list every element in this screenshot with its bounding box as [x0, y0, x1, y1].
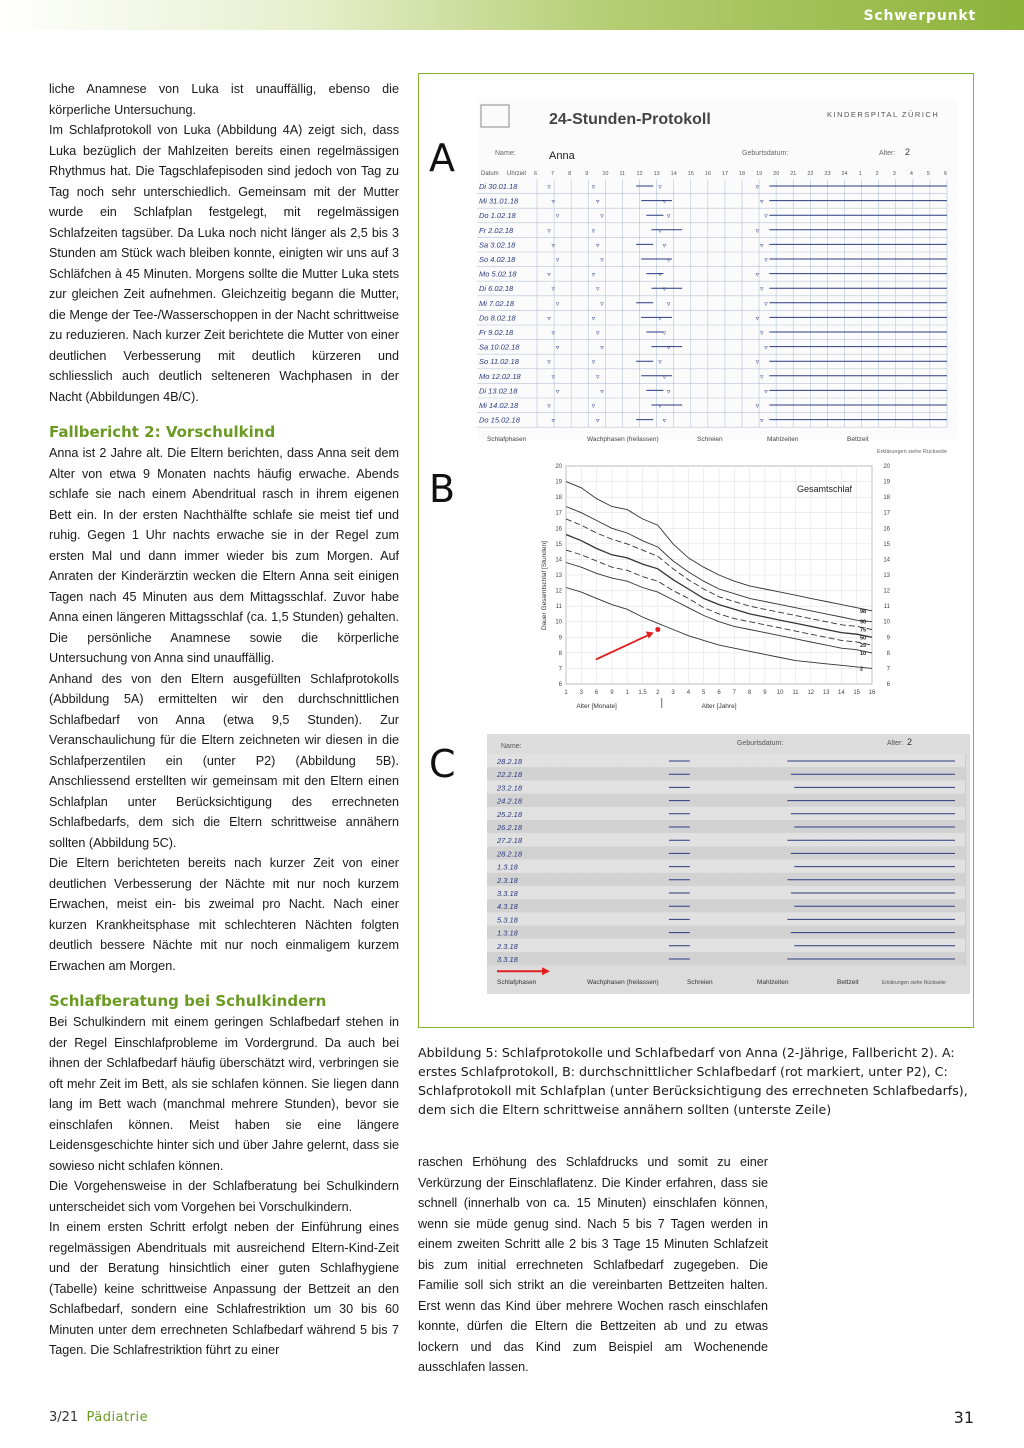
date-label: 3.3.18 — [497, 955, 518, 964]
y-tick-label: 14 — [555, 557, 562, 564]
x-tick-label: 15 — [853, 690, 861, 696]
meal-icon: ▿ — [764, 257, 768, 264]
date-label: Di 6.02.18 — [479, 284, 514, 294]
date-label: Mi 7.02.18 — [479, 298, 515, 308]
x-tick-label: 11 — [792, 690, 799, 696]
meal-icon: ▿ — [591, 315, 596, 323]
date-label: 27.2.18 — [497, 836, 523, 846]
date-label: Mi 31.01.18 — [479, 196, 519, 206]
meal-icon: ▿ — [759, 417, 764, 425]
x-tick-label: 14 — [838, 690, 845, 696]
date-label: 1.3.18 — [497, 928, 518, 938]
legend-item: Schreien — [687, 979, 713, 986]
meal-icon: ▿ — [755, 227, 760, 235]
y-tick-label: 18 — [555, 495, 562, 502]
percentile-label: 25 — [860, 643, 867, 650]
percentile-label: 10 — [860, 650, 867, 657]
panel-letter-c: C — [429, 742, 456, 786]
meal-icon: ▿ — [547, 315, 551, 323]
meal-icon: ▿ — [755, 359, 760, 367]
legend-item: Mahlzeiten — [757, 979, 789, 986]
y-tick-label-right: 7 — [886, 666, 890, 673]
meal-icon: ▿ — [759, 242, 764, 250]
panel-letter-b: B — [429, 467, 456, 511]
date-label: Di 13.02.18 — [479, 386, 518, 396]
sleep-percentile-chart — [534, 454, 904, 724]
meal-icon: ▿ — [658, 227, 662, 235]
paragraph: Im Schlafprotokoll von Luka (Abbildung 4A) zeigt sich, dass Luka bezüglich der Mahlzeiten bereits einen regelmässigen Rhythmus hat. Die Tagschlafepisoden sind jedoch von Tag zu Tag noch sehr unterschiedlich. Gemeinsam mit der Mutter wurde ein Schlafplan festgelegt, mit regelmässigen Schlafzeiten tagsüber. Da Luka noch nicht länger als 2,5 bis 3 Stunden am Stück wach bleiben konnte, einigten wir uns auf 3 Schläfchen à 45 Minuten. Morgens sollte die Mutter Luka stets zur gleichen Zeit aufnehmen. Gleichzeitig begann die Mutter, die Menge der Tee-/Wasserschoppen in der Nacht schrittweise zu reduzieren. Nach kurzer Zeit berichtete die Mutter von einer deutlichen Verbesserung mit deutlich kürzeren und schliesslich auch deutlich selteneren Wachphasen in der Nacht (Abbildungen 4B/C). — [49, 123, 399, 404]
meal-icon: ▿ — [555, 344, 560, 352]
hour-label: 10 — [602, 171, 609, 177]
hour-label: 4 — [909, 171, 913, 177]
meal-icon: ▿ — [759, 198, 764, 206]
date-label: So 11.02.18 — [479, 357, 519, 367]
legend-note: Erklärungen siehe Rückseite — [882, 980, 946, 986]
y-tick-label-right: 6 — [886, 682, 890, 688]
meal-icon: ▿ — [666, 388, 671, 396]
hour-label: 21 — [790, 171, 797, 177]
paragraph: raschen Erhöhung des Schlafdrucks und somit zu einer Verkürzung der Einschlaflatenz. Die Kinder erfahren, dass sie schnell (innerhalb von ca. 15 Minuten) einschlafen können, wenn sie müde genug sind. Nach 5 bis 7 Tagen werden in einem zweiten Schritt alle 2 bis 3 Tage 15 Minuten Schlafzeit bis zum initial errechneten Schlafbedarf zugegeben. Die Familie soll sich strikt an die vereinbarten Bettzeiten halten. Erst wenn das Kind über mehrere Wochen rasch einschlafen konnte, dürfen die Eltern die Bettzeiten ab und zu etwas lockern und das Kind zum Beispiel am Wochenende ausschlafen lassen. — [418, 1155, 768, 1374]
hour-label: 6 — [944, 171, 948, 177]
meal-icon: ▿ — [662, 286, 667, 294]
meal-icon: ▿ — [591, 227, 596, 235]
meal-icon: ▿ — [551, 373, 556, 381]
y-tick-label: 17 — [555, 510, 562, 517]
hour-label: 8 — [568, 171, 572, 177]
y-tick-label-right: 20 — [883, 464, 890, 470]
x-tick-label: 9 — [610, 690, 614, 696]
meal-icon: ▿ — [759, 373, 764, 381]
panel-letter-a: A — [429, 136, 455, 180]
legend-item: Schlafphasen — [497, 979, 537, 986]
x-tick-label: 16 — [868, 690, 876, 696]
meal-icon: ▿ — [666, 257, 671, 264]
meal-icon: ▿ — [764, 213, 768, 221]
y-tick-label: 11 — [555, 604, 562, 611]
y-tick-label-right: 16 — [883, 526, 890, 533]
age-value: 2 — [907, 737, 913, 747]
meal-icon: ▿ — [595, 330, 600, 337]
hour-label: 23 — [824, 171, 831, 177]
meal-icon: ▿ — [555, 300, 560, 308]
y-tick-label: 9 — [558, 635, 562, 642]
meal-icon: ▿ — [595, 286, 600, 294]
time-label: Uhrzeit — [507, 171, 527, 177]
percentile-label: 75 — [860, 627, 867, 634]
name-label: Name: — [495, 150, 516, 157]
meal-icon: ▿ — [547, 184, 551, 191]
hour-label: 7 — [551, 171, 555, 177]
name-value: Anna — [549, 150, 575, 162]
meal-icon: ▿ — [551, 417, 556, 425]
sleep-protocol-c — [487, 734, 970, 994]
sleep-protocol-a — [477, 99, 957, 456]
date-label: 23.2.18 — [497, 783, 523, 793]
footer-issue — [49, 1410, 148, 1425]
x-tick-label: 10 — [776, 690, 784, 696]
percentile-label: 50 — [860, 635, 867, 642]
hour-label: 19 — [756, 171, 763, 177]
x-tick-label: 5 — [702, 690, 706, 696]
legend-item: Mahlzeiten — [767, 436, 799, 444]
hour-label: 12 — [636, 171, 643, 177]
meal-icon: ▿ — [764, 300, 768, 308]
meal-icon: ▿ — [555, 257, 560, 264]
y-tick-label-right: 9 — [886, 635, 890, 642]
paragraph: liche Anamnese von Luka ist unauffällig, ebenso die körperliche Untersuchung. — [49, 82, 399, 117]
figure-caption: Abbildung 5: Schlafprotokolle und Schlafbedarf von Anna (2-Jährige, Fallbericht 2). A: erstes Schlafprotokoll, B: durchschnittlicher Schlafbedarf (rot markiert, unter P2), C: Schlafprotokoll mit Schlafplan (unter Berücksichtigung des errechneten Schlafbedarfs), dem sich die Eltern schrittweise annähern sollten (unterste Zeile) — [418, 1045, 968, 1117]
percentile-label: 90 — [860, 619, 867, 626]
left-column — [49, 79, 399, 1361]
meal-icon: ▿ — [662, 417, 667, 425]
x-tick-label: 6 — [717, 690, 721, 696]
meal-icon: ▿ — [658, 315, 662, 323]
meal-icon: ▿ — [759, 286, 764, 294]
meal-icon: ▿ — [547, 271, 551, 279]
meal-icon: ▿ — [551, 330, 556, 337]
x-label-years: Alter [Jahre] — [701, 703, 737, 710]
meal-icon: ▿ — [595, 242, 600, 250]
meal-icon: ▿ — [595, 373, 600, 381]
meal-icon: ▿ — [555, 213, 560, 221]
hour-label: 24 — [841, 171, 848, 177]
meal-icon: ▿ — [600, 300, 604, 308]
hour-label: 3 — [892, 171, 896, 177]
y-tick-label-right: 19 — [883, 479, 890, 486]
x-tick-label: 13 — [822, 690, 830, 696]
meal-icon: ▿ — [547, 403, 551, 410]
protocol-grid — [487, 754, 965, 986]
meal-icon: ▿ — [600, 213, 604, 221]
legend-item: Schlafphasen — [487, 436, 527, 444]
header-bar — [0, 0, 1024, 30]
meal-icon: ▿ — [551, 286, 556, 294]
date-label: Fr 9.02.18 — [479, 328, 514, 337]
meal-icon: ▿ — [591, 271, 596, 279]
meal-icon: ▿ — [662, 198, 667, 206]
percentile-label: 98 — [860, 608, 867, 615]
legend-item: Bettzeit — [847, 436, 869, 444]
date-label: So 4.02.18 — [479, 255, 516, 264]
x-tick-label: 2 — [656, 690, 660, 696]
y-tick-label: 20 — [555, 464, 562, 470]
y-tick-label-right: 8 — [886, 650, 890, 657]
y-tick-label: 16 — [555, 526, 562, 533]
meal-icon: ▿ — [591, 403, 596, 410]
hour-label: 1 — [858, 171, 862, 177]
date-label: Do 1.02.18 — [479, 211, 516, 221]
meal-icon: ▿ — [591, 359, 596, 367]
y-tick-label-right: 11 — [883, 604, 890, 611]
heading-case2: Fallbericht 2: Vorschulkind — [49, 423, 276, 441]
date-label: 26.2.18 — [497, 823, 523, 832]
age-label: Alter: — [879, 150, 896, 157]
x-tick-label: 9 — [763, 690, 767, 696]
date-label: Mi 14.02.18 — [479, 401, 519, 410]
date-label: 2.3.18 — [497, 875, 518, 885]
meal-icon: ▿ — [755, 403, 760, 410]
hour-label: 5 — [926, 171, 930, 177]
meal-icon: ▿ — [755, 271, 760, 279]
meal-icon: ▿ — [666, 344, 671, 352]
age-value: 2 — [905, 147, 911, 157]
x-tick-label: 6 — [594, 690, 599, 696]
y-tick-label: 13 — [555, 573, 562, 579]
paragraph: Anhand des von den Eltern ausgefüllten Schlafprotokolls (Abbildung 5A) ermittelten wir den durchschnittlichen Schlafbedarf von Anna (etwa 9,5 Stunden). Zur Veranschaulichung für die Eltern zeichneten wir diesen in die Schlafperzentilen ein (unter P2) (Abbildung 5B). Anschliessend erstellten wir gemeinsam mit den Eltern einen Schlafplan unter Berücksichtigung des errechneten Schlafbedarfs, dem sich die Eltern schrittweise annähern sollten (Abbildung 5C). — [49, 671, 399, 850]
chart-title: Gesamtschlaf — [796, 484, 852, 494]
date-label: 25.2.18 — [497, 809, 523, 819]
name-label: Name: — [501, 743, 522, 750]
paragraph: In einem ersten Schritt erfolgt neben der Einführung eines regelmässigen Abendrituals mit ausreichend Eltern-Kind-Zeit und der Beratung hinsichtlich einer guten Schlafhygiene (Tabelle) keine schrittweise Anpassung der Bettzeit an den Schlafbedarf, sondern eine Schlafrestriktion um 30 bis 60 Minuten unter dem errechneten Schlafbedarf während 5 bis 7 Tagen. Die Schlafrestriktion führt zu einer — [49, 1220, 399, 1357]
y-tick-label-right: 15 — [883, 541, 890, 548]
journal-name: Pädiatrie — [86, 1410, 149, 1425]
date-label: 5.3.18 — [497, 915, 518, 925]
paragraph: Bei Schulkindern mit einem geringen Schlafbedarf stehen in der Regel Einschlafprobleme im Vordergrund. Da auch bei ihnen der Schlafbedarf häufig überschätzt wird, verbringen sie oft mehr Zeit im Bett, als sie schlafen können. Sie liegen dann lang im Bett wach (manchmal mehrere Stunden), bevor sie einschlafen können. Meist haben sie eine längere Leidensgeschichte hinter sich und über Jahre gelernt, dass sie sowieso nicht schlafen können. — [49, 1015, 399, 1173]
y-tick-label: 6 — [558, 682, 562, 688]
date-label: 1.3.18 — [497, 862, 518, 872]
hour-label: 17 — [721, 171, 729, 177]
paragraph: Die Eltern berichteten bereits nach kurzer Zeit von einer deutlichen Verbesserung der Nächte mit nur noch kurzem Erwachen, meist ein- bis zweimal pro Nacht. Nach einer kurzen Krankheitsphase mit schlechteren Nächten folgten deutlich bessere Nächte mit nur noch einmaligem kurzem Erwachen am Morgen. — [49, 856, 399, 973]
hour-label: 16 — [704, 171, 711, 177]
meal-icon: ▿ — [595, 417, 600, 425]
meal-icon: ▿ — [600, 344, 604, 352]
meal-icon: ▿ — [658, 403, 662, 410]
meal-icon: ▿ — [666, 300, 671, 308]
y-tick-label-right: 14 — [883, 557, 890, 564]
meal-icon: ▿ — [666, 213, 671, 221]
date-label: 3.3.18 — [497, 889, 518, 898]
x-label-months: Alter [Monate] — [576, 703, 617, 710]
legend-item: Bettzeit — [837, 979, 859, 986]
x-tick-label: 1 — [564, 690, 568, 696]
meal-icon: ▿ — [764, 388, 768, 396]
date-label: Mo 12.02.18 — [479, 371, 521, 381]
birth-label: Geburtsdatum: — [742, 150, 789, 157]
meal-icon: ▿ — [662, 373, 667, 381]
meal-icon: ▿ — [764, 344, 768, 352]
x-tick-label: 1 — [625, 690, 629, 696]
date-label: Mo 5.02.18 — [479, 269, 517, 279]
date-label: Di 30.01.18 — [479, 182, 518, 191]
x-tick-label: 3 — [671, 690, 675, 696]
hour-label: 18 — [739, 171, 746, 177]
meal-icon: ▿ — [755, 184, 760, 191]
meal-icon: ▿ — [759, 330, 764, 337]
meal-icon: ▿ — [662, 330, 667, 337]
meal-icon: ▿ — [662, 242, 667, 250]
date-label: 28.2.18 — [497, 757, 523, 766]
date-label: Fr 2.02.18 — [479, 225, 514, 235]
legend-item: Schreien — [697, 436, 723, 444]
hour-label: 14 — [670, 171, 677, 177]
y-tick-label: 8 — [558, 650, 562, 657]
date-label: Do 15.02.18 — [479, 415, 520, 425]
right-column — [418, 1152, 768, 1378]
meal-icon: ▿ — [600, 257, 604, 264]
date-label: 22.2.18 — [497, 770, 523, 780]
x-tick-label: 12 — [807, 690, 815, 696]
date-label: 4.3.18 — [497, 902, 518, 912]
meal-icon: ▿ — [600, 388, 604, 396]
y-tick-label-right: 17 — [883, 510, 890, 517]
date-label: 2.3.18 — [497, 941, 518, 951]
section-label: Schwerpunkt — [863, 8, 976, 24]
percentile-label: 2 — [860, 666, 864, 673]
issue-number: 3/21 — [49, 1410, 79, 1425]
hour-label: 6 — [534, 171, 538, 177]
hour-label: 9 — [585, 171, 589, 177]
legend-note: Erklärungen siehe Rückseite — [877, 449, 948, 456]
meal-icon: ▿ — [551, 242, 556, 250]
meal-icon: ▿ — [658, 359, 662, 367]
date-label: 28.2.18 — [497, 849, 523, 859]
figure-box — [418, 73, 974, 1028]
meal-icon: ▿ — [547, 227, 551, 235]
date-label: 24.2.18 — [497, 796, 523, 806]
x-tick-label: 7 — [732, 690, 736, 696]
age-label: Alter: — [887, 740, 904, 747]
y-tick-label: 12 — [555, 588, 562, 595]
y-tick-label: 15 — [555, 541, 562, 548]
heading-school: Schlafberatung bei Schulkindern — [49, 992, 327, 1010]
y-tick-label: 10 — [555, 619, 562, 626]
y-tick-label-right: 18 — [883, 495, 890, 502]
y-tick-label-right: 13 — [883, 573, 890, 579]
hour-label: 15 — [687, 171, 694, 177]
legend-item: Wachphasen (freilassen) — [587, 436, 659, 444]
x-tick-label: 4 — [686, 690, 691, 696]
hour-label: 11 — [619, 171, 626, 177]
meal-icon: ▿ — [658, 184, 662, 191]
hour-label: 20 — [773, 171, 780, 177]
birth-label: Geburtsdatum: — [737, 740, 784, 747]
y-axis-label: Dauer Gesamtschlaf [Stunden] — [541, 541, 548, 630]
meal-icon: ▿ — [591, 184, 596, 191]
x-tick-label: 8 — [747, 690, 752, 696]
x-tick-label: 1.5 — [638, 690, 647, 696]
date-label: Sa 10.02.18 — [479, 342, 520, 352]
x-tick-label: 3 — [579, 690, 583, 696]
meal-icon: ▿ — [755, 315, 760, 323]
y-tick-label: 19 — [555, 479, 562, 486]
institution-name: KINDERSPITAL ZÜRICH — [827, 110, 940, 119]
protocol-title: 24-Stunden-Protokoll — [549, 111, 711, 128]
y-tick-label-right: 12 — [883, 588, 890, 595]
y-tick-label: 7 — [558, 666, 562, 673]
paragraph: Die Vorgehensweise in der Schlafberatung bei Schulkindern unterscheidet sich vom Vorgehen bei Vorschulkindern. — [49, 1179, 399, 1214]
date-label: Do 8.02.18 — [479, 313, 516, 323]
y-tick-label-right: 10 — [883, 619, 890, 626]
meal-icon: ▿ — [555, 388, 560, 396]
meal-icon: ▿ — [595, 198, 600, 206]
hour-label: 22 — [807, 171, 814, 177]
date-column-label: Datum — [481, 171, 499, 177]
paragraph: Anna ist 2 Jahre alt. Die Eltern berichten, dass Anna seit dem Alter von etwa 9 Monaten nachts häufig erwache. Abends schlafe sie nach einem Abendritual rasch in ihrem eigenen Bett ein. In der ersten Nachthälfte schlafe sie meist tief und ruhig. Gegen 1 Uhr nachts erwache sie in der Regel zum ersten Mal und dann immer wieder bis zum Morgen. Auf Anraten der Kinderärztin wecken die Eltern Anna seit einigen Tagen nach 45 Minuten aus dem Mittagsschlaf. Zuvor habe Anna einen längeren Mittagsschlaf (ca. 1,5 Stunden) gehalten. Die persönliche Anamnese sowie die körperliche Untersuchung von Anna sind unauffällig. — [49, 446, 399, 665]
date-label: Sa 3.02.18 — [479, 240, 516, 250]
legend-item: Wachphasen (freilassen) — [587, 979, 659, 986]
sleep-need-marker — [655, 627, 660, 632]
meal-icon: ▿ — [551, 198, 556, 206]
hour-label: 13 — [653, 171, 660, 177]
meal-icon: ▿ — [547, 359, 551, 367]
meal-icon: ▿ — [658, 271, 662, 279]
hour-label: 2 — [875, 171, 879, 177]
page-number: 31 — [953, 1408, 974, 1427]
